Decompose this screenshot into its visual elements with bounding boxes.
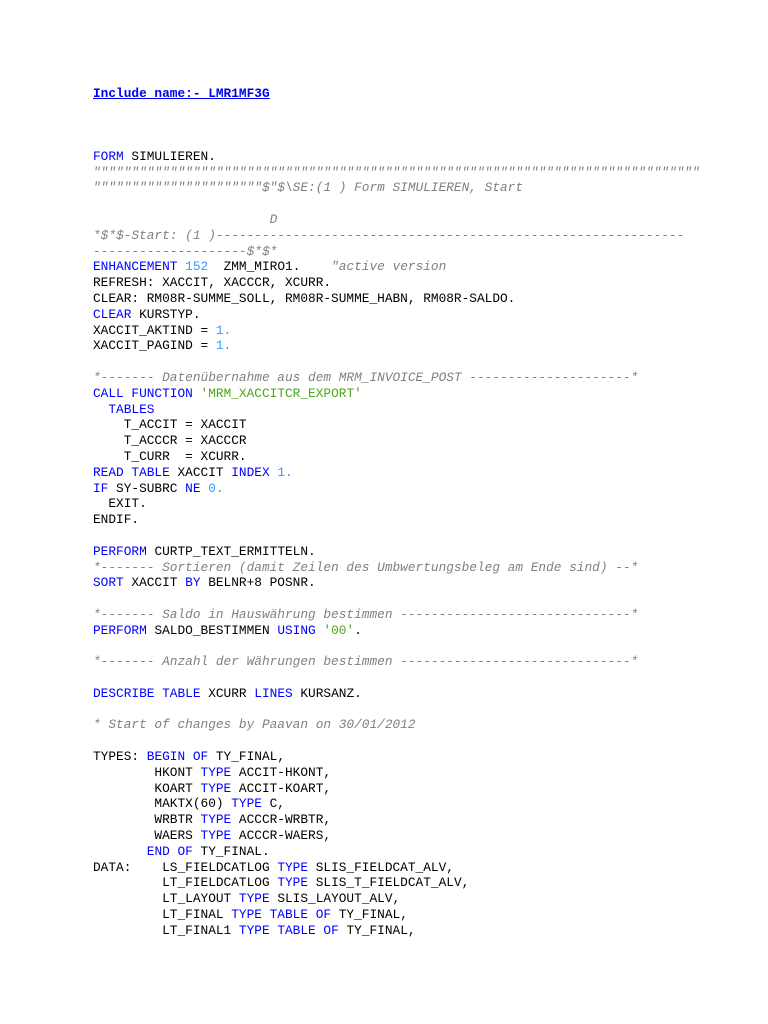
code-line <box>93 180 693 196</box>
code-line <box>93 528 693 544</box>
code-token-comment: *------- Datenübernahme aus dem MRM_INVOICE_POST ---------------------* <box>93 369 639 385</box>
code-token-keyword: TYPE <box>238 891 270 907</box>
code-token-text: C, <box>261 796 285 812</box>
code-token-keyword: BEGIN OF <box>146 749 209 765</box>
code-line <box>93 907 693 923</box>
code-token-keyword: END OF <box>146 843 193 859</box>
code-token-text: EXIT. <box>93 496 147 512</box>
code-line <box>93 607 693 623</box>
code-token-text: CURTP_TEXT_ERMITTELN. <box>146 543 316 559</box>
code-line <box>93 749 693 765</box>
code-line <box>93 591 693 607</box>
code-token-text: ENDIF. <box>93 512 140 528</box>
code-line <box>93 733 693 749</box>
code-token-comment: --------------------$*$* <box>93 243 278 259</box>
code-line <box>93 575 693 591</box>
code-line <box>93 717 693 733</box>
code-token-text: SLIS_T_FIELDCAT_ALV, <box>308 875 470 891</box>
code-token-text: ACCCR-WRBTR, <box>231 812 332 828</box>
code-line <box>93 433 693 449</box>
code-line <box>93 481 693 497</box>
code-token-keyword: SORT <box>93 575 124 591</box>
code-token-number: 1. <box>215 338 232 354</box>
code-token-comment: *------- Sortieren (damit Zeilen des Umbwertungsbeleg am Ende sind) --* <box>93 559 639 575</box>
code-token-text: SLIS_FIELDCAT_ALV, <box>308 859 454 875</box>
code-token-text: T_ACCIT = XACCIT <box>93 417 247 433</box>
code-line <box>93 496 693 512</box>
code-line <box>93 402 693 418</box>
code-token-text: BELNR+8 POSNR. <box>200 575 316 591</box>
code-token-text: DATA: LS_FIELDCATLOG <box>93 859 278 875</box>
code-token-text: SY-SUBRC <box>108 480 186 496</box>
code-line <box>93 338 693 354</box>
code-token-text: ACCIT-HKONT, <box>231 764 332 780</box>
code-token-text: CLEAR: RM08R-SUMME_SOLL, RM08R-SUMME_HABN, RM08R-SALDO. <box>93 290 516 306</box>
code-token-text: T_ACCCR = XACCCR <box>93 433 247 449</box>
code-line <box>93 686 693 702</box>
code-line <box>93 465 693 481</box>
code-token-number: 1. <box>215 322 232 338</box>
code-token-number: 152 <box>185 259 209 275</box>
code-line <box>93 259 693 275</box>
code-line <box>93 228 693 244</box>
code-token-text: SALDO_BESTIMMEN <box>146 622 278 638</box>
code-token-string: '00' <box>323 622 355 638</box>
code-token-keyword: CLEAR <box>93 306 132 322</box>
code-token-text: ACCCR-WAERS, <box>231 828 332 844</box>
code-line <box>93 828 693 844</box>
code-token-comment: D <box>93 211 278 227</box>
code-token-keyword: LINES <box>254 685 293 701</box>
code-token-text: SIMULIEREN. <box>123 148 216 164</box>
code-token-text: TY_FINAL, <box>208 749 285 765</box>
code-token-keyword: TYPE <box>231 796 262 812</box>
code-token-keyword: TYPE <box>277 875 309 891</box>
code-token-text: T_CURR = XCURR. <box>93 448 247 464</box>
code-token-number: 0. <box>208 480 224 496</box>
code-token-text: TY_FINAL, <box>331 907 408 923</box>
code-line <box>93 196 693 212</box>
code-token-text: LT_FINAL1 <box>93 922 239 938</box>
code-token-text <box>193 386 201 401</box>
code-line <box>93 796 693 812</box>
code-line <box>93 639 693 655</box>
code-line <box>93 164 700 181</box>
code-token-comment: """"""""""""""""""""""$"$\SE:(1 ) Form SIMULIEREN, Start <box>93 180 524 196</box>
code-line <box>93 149 693 165</box>
code-token-keyword: TYPE TABLE OF <box>231 907 332 923</box>
code-token-comment: *------- Saldo in Hauswährung bestimmen ------------------------------* <box>93 606 639 622</box>
code-token-text: TYPES: <box>93 749 147 765</box>
code-token-text: LT_LAYOUT <box>93 891 239 907</box>
code-token-text: . <box>354 622 362 638</box>
code-token-text: ZMM_MIRO1. <box>208 259 332 275</box>
code-token-comment: *------- Anzahl der Währungen bestimmen ------------------------------* <box>93 654 639 670</box>
code-token-keyword: TYPE TABLE OF <box>238 922 339 938</box>
code-token-keyword: CALL FUNCTION <box>93 385 193 401</box>
code-token-keyword: TYPE <box>200 828 232 844</box>
code-line <box>93 875 693 891</box>
code-line <box>93 512 693 528</box>
code-line <box>93 244 693 260</box>
code-line <box>93 212 693 228</box>
code-token-keyword: IF <box>93 480 109 496</box>
code-line <box>93 765 693 781</box>
code-token-keyword: USING <box>277 622 316 638</box>
code-token-text: XACCIT_AKTIND = <box>93 322 216 338</box>
code-token-keyword: PERFORM <box>93 622 147 638</box>
code-token-text: WAERS <box>93 828 201 844</box>
document-page <box>93 86 700 939</box>
code-token-string: 'MRM_XACCITCR_EXPORT' <box>200 385 362 401</box>
code-token-keyword: TYPE <box>277 859 309 875</box>
code-line <box>93 654 693 670</box>
code-line <box>93 307 693 323</box>
code-line <box>93 275 693 291</box>
code-token-text <box>93 844 147 859</box>
code-token-text: XACCIT_PAGIND = <box>93 338 216 354</box>
code-line <box>93 923 693 939</box>
code-token-text: KURSANZ. <box>292 685 362 701</box>
code-token-keyword: INDEX <box>231 464 270 480</box>
code-line <box>93 702 693 718</box>
code-line <box>93 623 693 639</box>
code-token-comment: * Start of changes by Paavan on 30/01/2012 <box>93 717 416 733</box>
code-token-number: 1. <box>277 464 293 480</box>
code-line <box>93 781 693 797</box>
code-token-comment: "active version <box>331 259 447 275</box>
code-token-text: HKONT <box>93 764 201 780</box>
code-token-keyword: DESCRIBE TABLE <box>93 685 201 701</box>
code-block <box>93 148 700 939</box>
code-line <box>93 544 693 560</box>
code-line <box>93 417 693 433</box>
code-token-keyword: READ TABLE <box>93 464 170 480</box>
code-token-text: ACCIT-KOART, <box>231 780 332 796</box>
code-token-keyword: ENHANCEMENT <box>93 259 178 275</box>
code-token-text: LT_FINAL <box>93 907 232 923</box>
code-line <box>93 670 693 686</box>
code-token-text: MAKTX(60) <box>93 796 232 812</box>
code-token-text: TY_FINAL, <box>338 922 416 938</box>
code-line <box>93 386 693 402</box>
code-token-text: KURSTYP. <box>131 306 201 322</box>
code-token-text: LT_FIELDCATLOG <box>93 875 278 891</box>
code-token-keyword: TYPE <box>200 780 232 796</box>
code-token-keyword: FORM <box>93 148 124 164</box>
code-line <box>93 291 693 307</box>
code-line <box>93 354 693 370</box>
code-token-text: XACCIT <box>123 575 186 591</box>
code-line <box>93 891 693 907</box>
code-token-text: XCURR <box>200 685 255 701</box>
code-line <box>93 812 693 828</box>
code-token-text: XACCIT <box>169 464 232 480</box>
code-token-text: REFRESH: XACCIT, XACCCR, XCURR. <box>93 275 332 291</box>
code-token-text: SLIS_LAYOUT_ALV, <box>269 891 401 907</box>
code-token-text: WRBTR <box>93 812 201 828</box>
code-token-keyword: TABLES <box>108 401 155 417</box>
code-token-text: TY_FINAL. <box>192 843 270 859</box>
code-token-keyword: BY <box>185 575 201 591</box>
code-token-comment: """"""""""""""""""""""""""""""""""""""""""""""""""""""""""""""""""""""""""""""" <box>93 164 700 180</box>
code-line <box>93 860 693 876</box>
include-name-link[interactable]: Include name:- LMR1MF3G <box>93 86 270 101</box>
code-token-text: KOART <box>93 780 201 796</box>
code-line <box>93 844 693 860</box>
code-line <box>93 449 693 465</box>
code-line <box>93 560 693 576</box>
code-token-keyword: TYPE <box>200 812 232 828</box>
code-token-keyword: TYPE <box>200 764 232 780</box>
code-token-keyword: NE <box>185 480 201 496</box>
code-line <box>93 323 693 339</box>
code-token-keyword: PERFORM <box>93 543 147 559</box>
code-token-text <box>93 402 108 417</box>
code-line <box>93 370 693 386</box>
code-token-comment: *$*$-Start: (1 )------------------------------------------------------------- <box>93 227 685 243</box>
